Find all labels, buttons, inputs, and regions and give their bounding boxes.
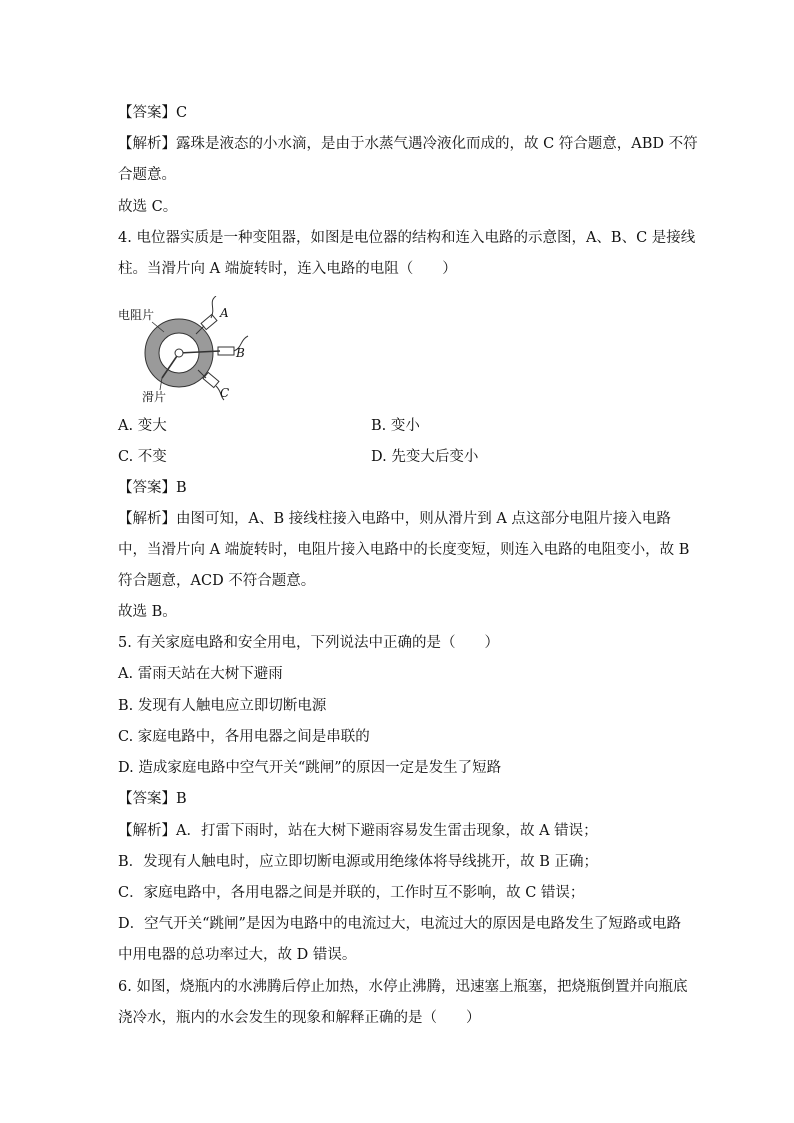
potentiometer-figure (116, 296, 276, 406)
q4-analysis-line-1: 【解析】由图可知，A、B 接线柱接入电路中，则从滑片到 A 点这部分电阻片接入电路 (118, 511, 671, 527)
q5-analysis-d-line-2: 中用电器的总功率过大，故 D 错误。 (118, 947, 357, 963)
q5-analysis-b: B．发现有人触电时，应立即切断电源或用绝缘体将导线挑开，故 B 正确； (118, 854, 599, 870)
terminal-c-label: C (220, 386, 230, 400)
q5-answer: 【答案】B (118, 791, 187, 807)
resistor-label: 电阻片 (118, 308, 155, 322)
q5-analysis-d-line-1: D．空气开关“跳闸”是因为电路中的电流过大，电流过大的原因是电路发生了短路或电路 (118, 916, 681, 932)
terminal-a-label: A (220, 306, 229, 320)
q5-stem: 5. 有关家庭电路和安全用电，下列说法中正确的是（ ） (118, 635, 499, 651)
q3-answer: 【答案】C (118, 105, 188, 121)
terminal-b-label: B (236, 346, 245, 360)
q4-analysis-line-2: 中，当滑片向 A 端旋转时，电阻片接入电路中的长度变短，则连入电路的电阻变小，故 B (118, 542, 690, 558)
q4-option-d: D. 先变大后变小 (371, 449, 479, 465)
slider-pivot (175, 349, 183, 357)
q5-analysis-a: 【解析】A．打雷下雨时，站在大树下避雨容易发生雷击现象，故 A 错误； (118, 823, 598, 839)
slider-label: 滑片 (142, 390, 167, 404)
q6-stem-line-2: 浇冷水，瓶内的水会发生的现象和解释正确的是（ ） (118, 1010, 481, 1026)
q5-option-a: A. 雷雨天站在大树下避雨 (118, 666, 283, 682)
q3-analysis-line-2: 合题意。 (118, 167, 176, 183)
q4-analysis-line-3: 符合题意，ACD 不符合题意。 (118, 573, 316, 589)
q4-stem-line-1: 4. 电位器实质是一种变阻器，如图是电位器的结构和连入电路的示意图，A、B、C 是接线 (118, 230, 696, 246)
q4-option-c: C. 不变 (118, 449, 167, 465)
q3-choice: 故选 C。 (118, 199, 178, 215)
q5-option-d: D. 造成家庭电路中空气开关“跳闸”的原因一定是发生了短路 (118, 760, 502, 776)
terminal-b-lug (218, 347, 234, 355)
q5-analysis-c: C．家庭电路中，各用电器之间是并联的，工作时互不影响，故 C 错误； (118, 885, 585, 901)
terminal-a-lug (201, 314, 217, 329)
q5-option-c: C. 家庭电路中，各用电器之间是串联的 (118, 729, 370, 745)
q4-stem-line-2: 柱。当滑片向 A 端旋转时，连入电路的电阻（ ） (118, 261, 457, 277)
terminal-a-wire (211, 296, 216, 318)
q5-option-b: B. 发现有人触电应立即切断电源 (118, 698, 327, 714)
q4-choice: 故选 B。 (118, 604, 177, 620)
q3-analysis-line-1: 【解析】露珠是液态的小水滴，是由于水蒸气遇冷液化而成的，故 C 符合题意，ABD 不符 (118, 136, 698, 152)
q4-option-b: B. 变小 (371, 418, 420, 434)
q6-stem-line-1: 6. 如图，烧瓶内的水沸腾后停止加热，水停止沸腾，迅速塞上瓶塞，把烧瓶倒置并向瓶底 (118, 979, 688, 995)
q4-answer: 【答案】B (118, 480, 187, 496)
q4-option-a: A. 变大 (118, 418, 167, 434)
